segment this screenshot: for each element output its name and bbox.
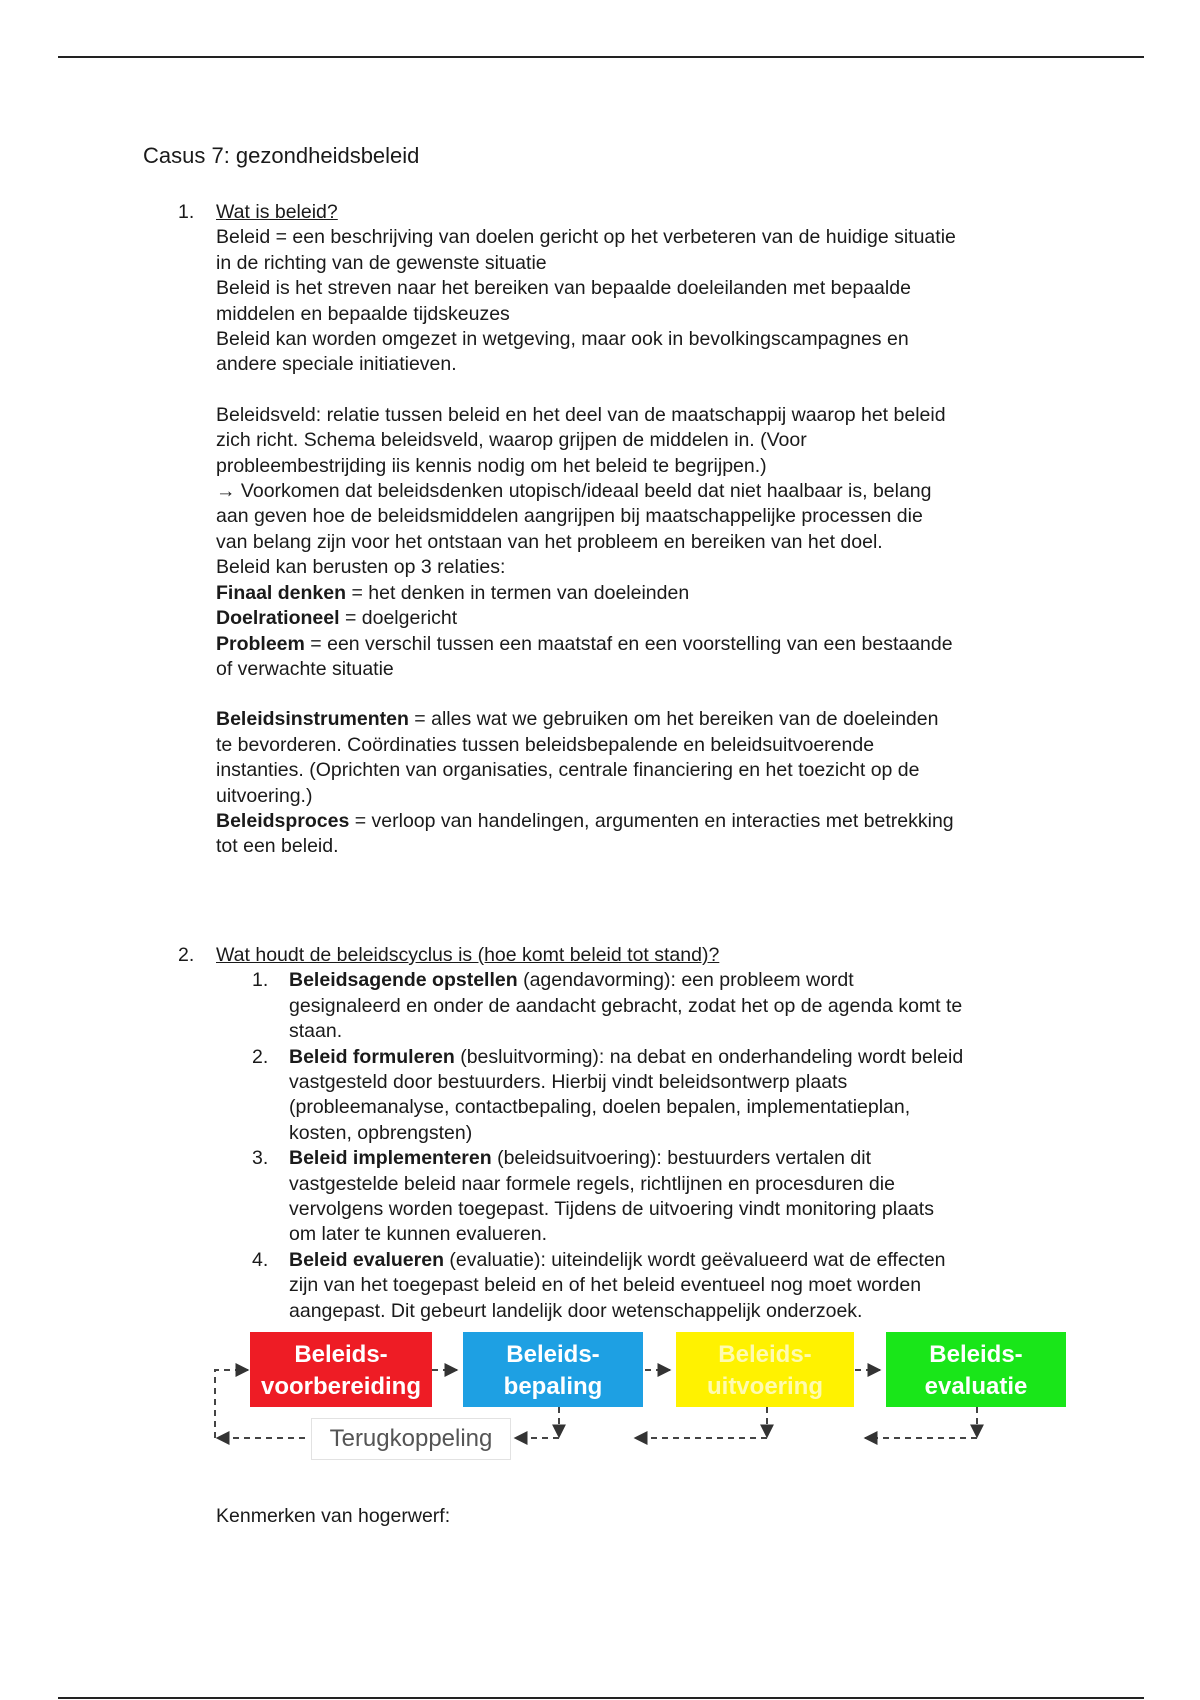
list-item: 4. Beleid evalueren (evaluatie): uiteindelijk wordt geëvalueerd wat de effecten zijn van het toegepast beleid en of het beleid eventueel nog moet worden aangepast. Dit gebeurt landelijk door wetenschappelijk onderzoek. xyxy=(252,1248,946,1322)
paragraph-line: middelen en bepaalde tijdskeuzes xyxy=(216,302,510,325)
paragraph-line: Beleid kan berusten op 3 relaties: xyxy=(216,556,506,579)
question-heading: Wat houdt de beleidscyclus is (hoe komt beleid tot stand)? xyxy=(216,944,720,966)
question-1 xyxy=(178,200,1078,860)
box-beleidsuitvoering: Beleids- uitvoering xyxy=(676,1332,854,1407)
page-title: Casus 7: gezondheidsbeleid xyxy=(143,143,420,168)
paragraph-line: Beleidsveld: relatie tussen beleid en het deel van de maatschappij waarop het beleid xyxy=(216,403,946,426)
paragraph-line: tot een beleid. xyxy=(216,835,339,858)
paragraph-line: Beleid is het streven naar het bereiken van bepaalde doeleilanden met bepaalde xyxy=(216,277,911,300)
term: Finaal denken xyxy=(216,581,347,604)
question-heading: Wat is beleid? xyxy=(216,201,338,223)
list-item: 2. Beleid formuleren (besluitvorming): na debat en onderhandeling wordt beleid vastgesteld door bestuurders. Hierbij vindt beleidsontwerp plaats (probleemanalyse, contactbepaling, doelen bepalen, implementatieplan, kosten, opbrengsten) xyxy=(252,1045,964,1144)
term: Doelrationeel xyxy=(216,607,340,630)
term: Beleidsinstrumenten xyxy=(216,708,409,731)
paragraph-line: Beleid = een beschrijving van doelen gericht op het verbeteren van de huidige situatie xyxy=(216,226,956,249)
paragraph-line: zich richt. Schema beleidsveld, waarop grijpen de middelen in. (Voor xyxy=(216,429,807,452)
step-term: Beleid implementeren xyxy=(289,1147,492,1170)
paragraph-line: Beleid kan worden omgezet in wetgeving, maar ook in bevolkingscampagnes en xyxy=(216,328,909,351)
box-beleidsvoorbereiding: Beleids- voorbereiding xyxy=(250,1332,432,1407)
definition-doelrationeel: Doelrationeel = doelgericht xyxy=(216,607,458,630)
paragraph-line: van belang zijn voor het ontstaan van het probleem en bereiken van het doel. xyxy=(216,530,883,553)
question-2 xyxy=(178,943,1078,1324)
definition-finaal: Finaal denken = het denken in termen van doeleinden xyxy=(216,581,690,604)
term: Beleidsproces xyxy=(216,809,350,832)
box-beleidsbepaling: Beleids- bepaling xyxy=(463,1332,643,1407)
term: Probleem xyxy=(216,632,305,655)
step-term: Beleid formuleren xyxy=(289,1045,455,1068)
feedback-label: Terugkoppeling xyxy=(311,1418,511,1460)
box-beleidsevaluatie: Beleids- evaluatie xyxy=(886,1332,1066,1407)
list-item: 1. Beleidsagende opstellen (agendavorming): een probleem wordt gesignaleerd en onder de aandacht gebracht, zodat het op de agenda komt te staan. xyxy=(252,969,963,1043)
cycle-steps-list xyxy=(216,968,1078,1324)
paragraph-line: of verwachte situatie xyxy=(216,657,394,680)
paragraph-line: aan geven hoe de beleidsmiddelen aangrijpen bij maatschappelijke processen die xyxy=(216,505,923,528)
paragraph-line: andere speciale initiatieven. xyxy=(216,353,457,376)
paragraph-line: uitvoering.) xyxy=(216,784,313,807)
step-term: Beleidsagende opstellen xyxy=(289,969,518,992)
definition-probleem: Probleem = een verschil tussen een maatstaf en een voorstelling van een bestaande xyxy=(216,632,953,655)
paragraph-line: → Voorkomen dat beleidsdenken utopisch/ideaal beeld dat niet haalbaar is, belang xyxy=(216,480,932,503)
paragraph-line: in de richting van de gewenste situatie xyxy=(216,251,547,274)
top-rule xyxy=(58,56,1144,58)
bottom-rule xyxy=(58,1697,1144,1699)
definition-beleidsinstrumenten: Beleidsinstrumenten = alles wat we gebruiken om het bereiken van de doeleinden xyxy=(216,708,939,731)
definition-beleidsproces: Beleidsproces = verloop van handelingen, argumenten en interacties met betrekking xyxy=(216,809,954,832)
policy-cycle-diagram xyxy=(205,1325,1075,1475)
kenmerken-heading: Kenmerken van hogerwerf: xyxy=(216,1505,451,1527)
question-number: 2. xyxy=(178,944,195,966)
question-number: 1. xyxy=(178,201,195,223)
paragraph-line: te bevorderen. Coördinaties tussen beleidsbepalende en beleidsuitvoerende xyxy=(216,733,875,756)
list-item: 3. Beleid implementeren (beleidsuitvoering): bestuurders vertalen dit vastgestelde beleid naar formele regels, richtlijnen en procesduren die vervolgens worden toegepast. Tijdens de uitvoering vindt monitoring plaats om later te kunnen evalueren. xyxy=(252,1147,934,1246)
entry-arrow xyxy=(215,1370,248,1438)
paragraph-line: instanties. (Oprichten van organisaties, centrale financiering en het toezicht op de xyxy=(216,759,920,782)
paragraph-line: probleembestrijding iis kennis nodig om het beleid te begrijpen.) xyxy=(216,454,767,477)
step-term: Beleid evalueren xyxy=(289,1248,444,1271)
